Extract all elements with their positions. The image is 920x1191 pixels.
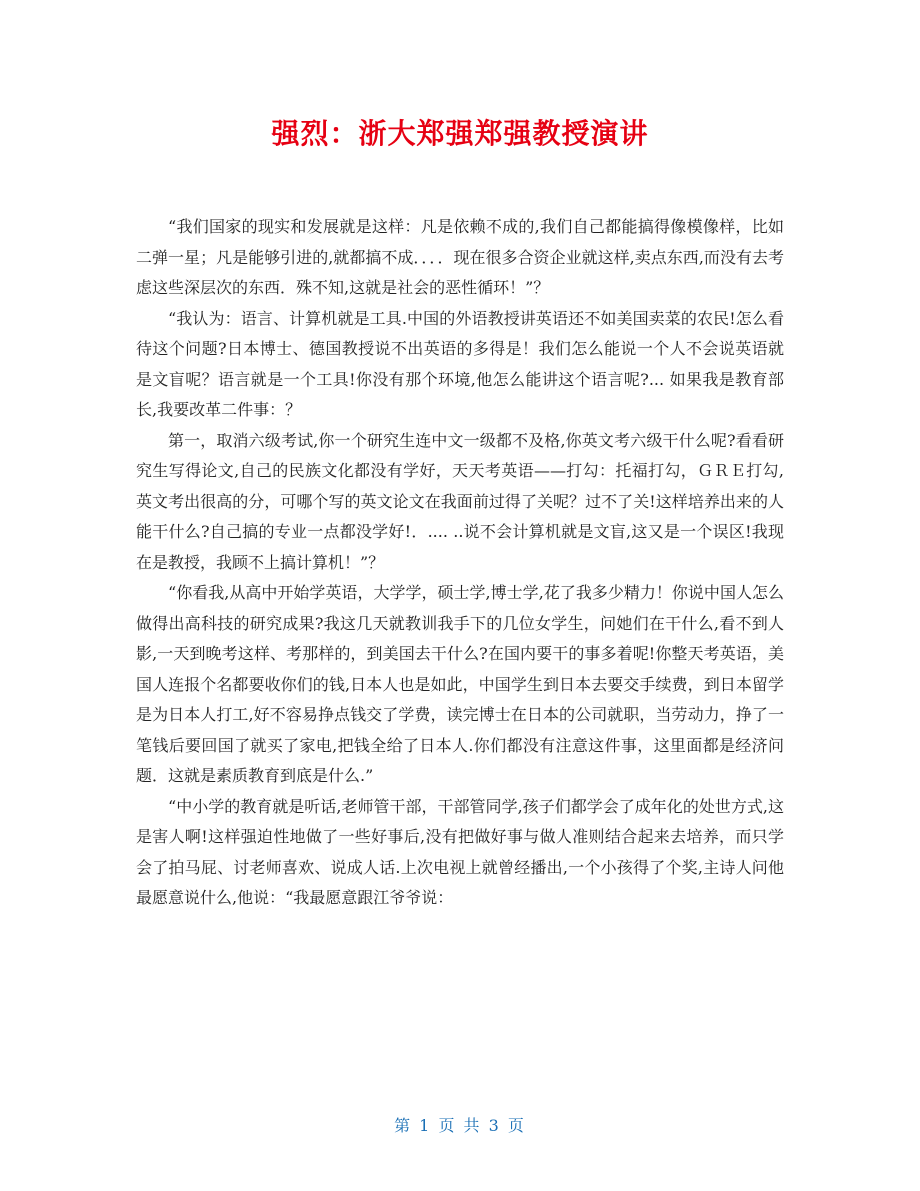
paragraph: “我认为：语言、计算机就是工具.中国的外语教授讲英语还不如美国卖菜的农民!怎么看待这个问题?日本博士、德国教授说不出英语的多得是！我们怎么能说一个人不会说英语就是文盲呢？语言就是一个工具!你没有那个环境,他怎么能讲这个语言呢?... 如果我是教育部长,我要改革二件事：？ (136, 308, 784, 419)
paragraph: “我们国家的现实和发展就是这样：凡是依赖不成的,我们自己都能搞得像模像样，比如二弹一星；凡是能够引进的,就都搞不成．．．．现在很多合资企业就这样,卖点东西,而没有去考虑这些深层次的东西．殊不知,这就是社会的恶性循环！”？ (136, 217, 784, 297)
paragraph: 第一，取消六级考试,你一个研究生连中文一级都不及格,你英文考六级干什么呢?看看研究生写得论文,自己的民族文化都没有学好，天天考英语——打勾：托福打勾，ＧＲＥ打勾,英文考出很高的分，可哪个写的英文论文在我面前过得了关呢？过不了关!这样培养出来的人能干什么?自己搞的专业一点都没学好!．.... ..说不会计算机就是文盲,这又是一个误区!我现在是教授，我顾不上搞计算机！”？ (136, 430, 784, 572)
document-body (136, 212, 784, 914)
paragraph: “你看我,从高中开始学英语，大学学，硕士学,博士学,花了我多少精力！你说中国人怎么做得出高科技的研究成果?我这几天就教训我手下的几位女学生，问她们在干什么,看不到人影,一天到晚考这样、考那样的，到美国去干什么?在国内要干的事多着呢!你整天考英语，美国人连报个名都要收你们的钱,日本人也是如此，中国学生到日本去要交手续费，到日本留学是为日本人打工,好不容易挣点钱交了学费，读完博士在日本的公司就职，当劳动力，挣了一笔钱后要回国了就买了家电,把钱全给了日本人.你们都没有注意这件事，这里面都是经济问题．这就是素质教育到底是什么.” (136, 583, 784, 785)
page-number-footer: 第 1 页 共 3 页 (394, 1116, 526, 1135)
document-title: 强烈：浙大郑强郑强教授演讲 (271, 117, 649, 150)
paragraph: “中小学的教育就是听话,老师管干部，干部管同学,孩子们都学会了成年化的处世方式,这是害人啊!这样强迫性地做了一些好事后,没有把做好事与做人准则结合起来去培养，而只学会了拍马屁、讨老师喜欢、说成人话.上次电视上就曾经播出,一个小孩得了个奖,主诗人问他最愿意说什么,他说：“我最愿意跟江爷爷说： (136, 796, 784, 907)
